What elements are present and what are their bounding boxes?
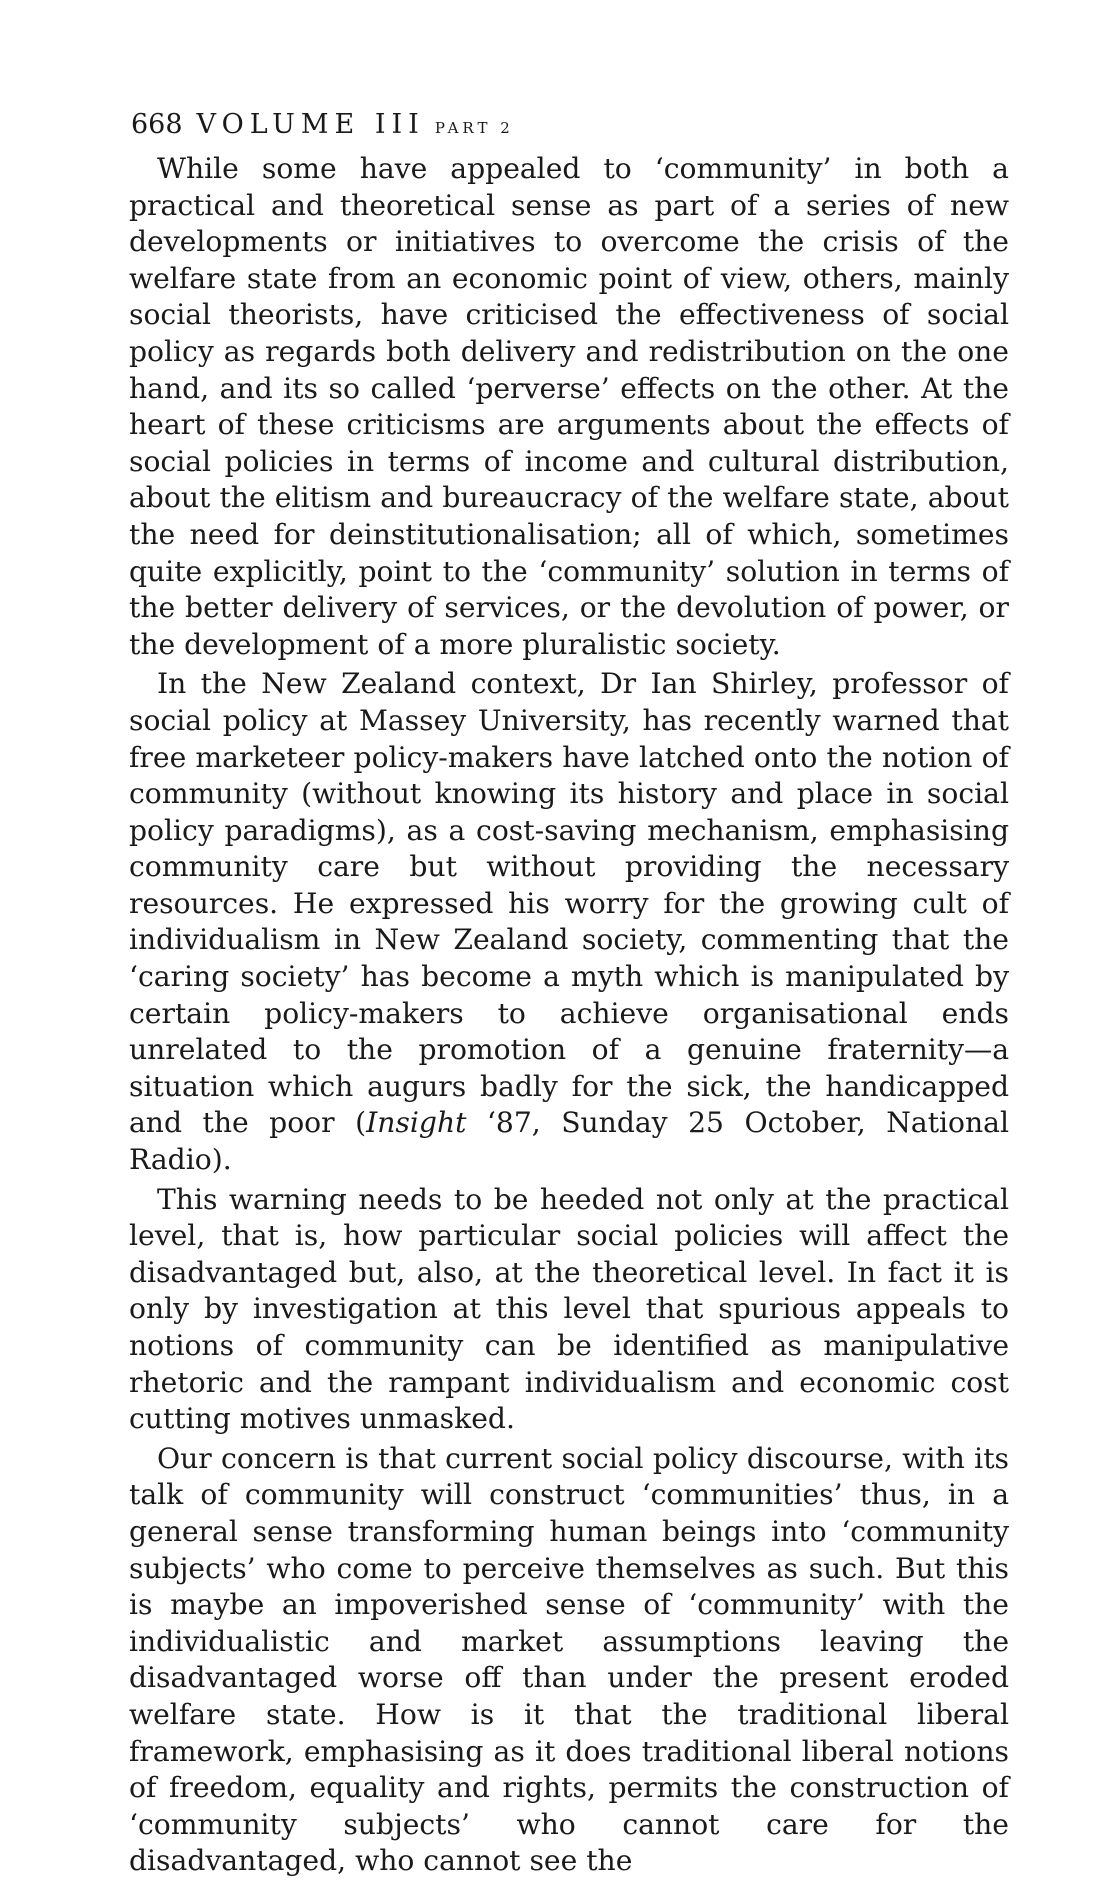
page-number: 668 bbox=[131, 109, 183, 140]
running-header bbox=[131, 108, 1009, 145]
insight-title: Insight bbox=[366, 1106, 467, 1140]
paragraph-3: This warning needs to be heeded not only at the practical level, that is, how particular social policies will affect the disadvantaged but, also, at the theoretical level. In fact it is only by investigation at this level that spurious appeals to notions of community can be identified as manipulative rhetoric and the rampant individualism and economic cost cutting motives unmasked. bbox=[129, 1182, 1009, 1436]
paragraph-4: Our concern is that current social policy discourse, with its talk of community will construct ‘communities’ thus, in a general sense transforming human beings into ‘community subjects’ who come to perceive themselves as such. But this is maybe an impoverished sense of ‘community’ with the individualistic and market assumptions leaving the disadvantaged worse off than under the present eroded welfare state. How is it that the traditional liberal framework, emphasising as it does traditional liberal notions of freedom, equality and rights, permits the construction of ‘community subjects’ who cannot care for the disadvantaged, who cannot see the bbox=[129, 1441, 1009, 1878]
book-page bbox=[129, 108, 1009, 1883]
paragraph-2-citation: ‘87, Sunday 25 October, National Radio). bbox=[129, 1106, 1009, 1177]
paragraph-2 bbox=[129, 666, 1009, 1178]
paragraph-1: While some have appealed to ‘community’ in both a practical and theoretical sense as part of a series of new developments or initiatives to overcome the crisis of the welfare state from an economic point of view, others, mainly social theorists, have criticised the effectiveness of social policy as regards both delivery and redistribution on the one hand, and its so called ‘perverse’ effects on the other. At the heart of these criticisms are arguments about the effects of social policies in terms of income and cultural distribution, about the elitism and bureaucracy of the welfare state, about the need for deinstitutionalisation; all of which, sometimes quite explicitly, point to the ‘community’ solution in terms of the better delivery of services, or the devolution of power, or the development of a more pluralistic society. bbox=[129, 152, 1009, 661]
volume-label: VOLUME III bbox=[196, 109, 425, 140]
paragraph-2-text: In the New Zealand context, Dr Ian Shirley, professor of social policy at Massey University, has recently warned that free marketeer policy-makers have latched onto the notion of community (without knowing its history and place in social policy paradigms), as a cost-saving mechanism, emphasising community care but without providing the necessary resources. He expressed his worry for the growing cult of individualism in New Zealand society, commenting that the ‘caring society’ has become a myth which is manipulated by certain policy-makers to achieve organisational ends unrelated to the promotion of a genuine fraternity—a situation which augurs badly for the sick, the handicapped and the poor ( bbox=[129, 667, 1009, 1140]
part-label: PART 2 bbox=[434, 119, 514, 137]
